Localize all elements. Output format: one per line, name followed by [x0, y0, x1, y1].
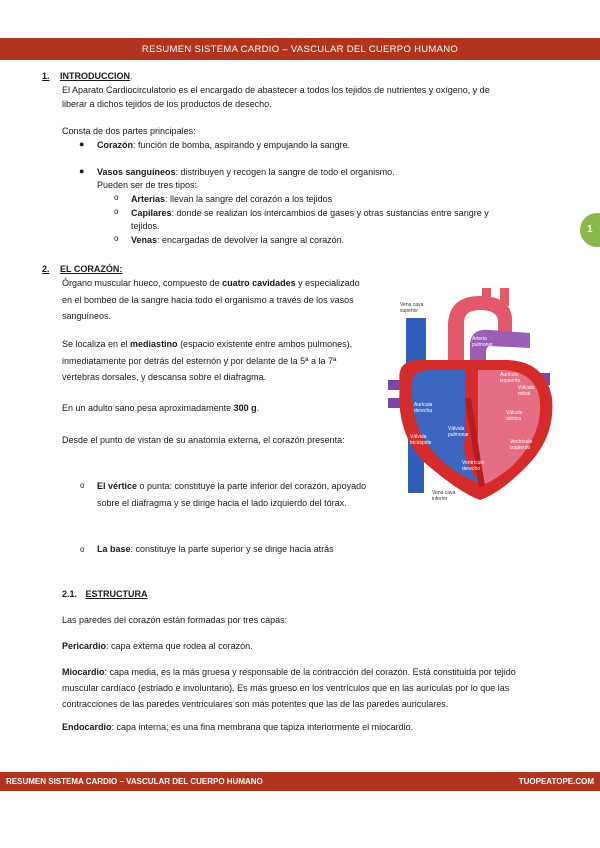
label-ventriculo-der-1: Ventrículo — [462, 460, 485, 466]
capa-pericardio — [62, 640, 253, 653]
label-arteria-pulmonar-2: pulmonar — [472, 342, 493, 348]
section-number: 2.1. — [62, 589, 78, 599]
label-auricula-izq-1: Aurícula — [500, 372, 519, 378]
header-title: RESUMEN SISTEMA CARDIO – VASCULAR DEL CUERPO HUMANO — [141, 43, 459, 55]
bullet-circle-icon: o — [114, 234, 119, 243]
label-auricula-izq-2: izquierda — [500, 378, 521, 384]
bullet-circle-icon: o — [114, 193, 119, 202]
definition: o punta: constituye la parte inferior del corazón, apoyado sobre el diafragma y se dirige hacia el lado izquierdo del tórax. — [97, 481, 367, 508]
capilares-continuation: tejidos. — [131, 221, 160, 231]
term: Arterias — [131, 194, 166, 204]
text: y especializado en el bombeo de la sangre hacia todo el organismo a través de los vasos sanguíneos. — [62, 278, 360, 321]
term: La base — [97, 544, 131, 554]
definition: : constituye la parte superior y se dirige hacia atrás — [130, 544, 334, 554]
text: (espacio existente entre ambos pulmones), inmediatamente por detrás del esternón y por delante de la 5ª a la 7ª vértebras dorsales, y descansa sobre el diafragma. — [62, 339, 353, 382]
label-auricula-der-1: Aurícula — [414, 402, 433, 408]
label-vena-cava-inf-2: inferior — [432, 496, 448, 502]
term: Pericardio — [62, 641, 107, 651]
label-valvula-mitral-2: mitral — [518, 391, 531, 397]
label-ventriculo-der-2: derecho — [462, 466, 481, 472]
page-header — [0, 38, 600, 60]
bullet-circle-icon: o — [80, 545, 85, 554]
label-arteria-pulmonar-1: Arteria — [472, 336, 487, 342]
definition: : llevan la sangre del corazón a los tejidos — [165, 194, 333, 204]
label-auricula-der-2: derecha — [414, 408, 433, 414]
definition: : capa interna; es una fina membrana que tapiza interiormente el miocardio. — [111, 722, 414, 732]
term: Corazón — [97, 140, 133, 150]
emphasis: 300 g — [233, 403, 257, 413]
term: Miocardio — [62, 667, 105, 677]
page-number: 1 — [587, 224, 593, 235]
bullet-circle-icon: o — [80, 481, 85, 490]
corazon-paragraph-3 — [62, 400, 372, 417]
bullet-dot-icon: ● — [79, 139, 85, 149]
label-valvula-tricuspide-2: tricúspide — [410, 440, 432, 446]
text: En un adulto sano pesa aproximadamente — [62, 403, 234, 413]
pueden-text: Pueden ser de tres tipos: — [97, 180, 198, 190]
capa-miocardio — [62, 664, 552, 712]
section-number: 1. — [42, 71, 50, 81]
list-item-vasos — [97, 166, 395, 179]
label-valvula-pulmonar-1: Válvula — [448, 426, 465, 432]
list-item-vertice — [97, 478, 367, 511]
estructura-intro: Las paredes del corazón están formadas por tres capas: — [62, 615, 288, 625]
capa-endocardio — [62, 721, 413, 734]
list-item-arterias — [131, 193, 332, 206]
footer-title: RESUMEN SISTEMA CARDIO – VASCULAR DEL CUERPO HUMANO — [6, 777, 263, 786]
emphasis: cuatro cavidades — [222, 278, 296, 288]
label-valvula-pulmonar-2: pulmonar — [448, 432, 469, 438]
label-aorta: Aorta — [466, 322, 478, 328]
intro-line-2: liberar a dichos tejidos de los productos de desecho. — [62, 99, 272, 109]
text: Órgano muscular hueco, compuesto de — [62, 278, 223, 288]
corazon-paragraph-2 — [62, 336, 372, 386]
definition: : distribuyen y recogen la sangre de todo el organismo. — [175, 167, 395, 177]
corazon-paragraph-1 — [62, 275, 372, 325]
text: . — [256, 403, 260, 413]
page-footer — [0, 772, 600, 791]
term: Capilares — [131, 208, 172, 218]
heart-diagram — [370, 288, 592, 506]
page-number-tab — [580, 213, 600, 247]
title-punct: . — [130, 71, 133, 81]
term: Vasos sanguíneos — [97, 167, 176, 177]
definition: : encargadas de devolver la sangre al corazón. — [157, 235, 345, 245]
definition: : función de bomba, aspirando y empujando la sangre. — [133, 140, 351, 150]
aorta-branch-shape — [500, 288, 509, 306]
list-item-capilares — [131, 207, 489, 220]
section-title: EL CORAZÓN: — [60, 264, 123, 274]
label-valvula-aortica-1: Válvula — [506, 410, 523, 416]
label-vena-cava-sup-1: Vena cava — [400, 302, 424, 308]
list-item-base — [97, 543, 334, 556]
emphasis: mediastino — [130, 339, 178, 349]
term: El vértice — [97, 481, 138, 491]
definition: : capa media, es la más gruesa y responsable de la contracción del corazón. Está constituida por tejido muscular cardíaco (estriado e involuntario). Es más grueso en los ventrículos que en las aurículas por lo que las contracciones de las paredes ventriculares son más potentes que las de las paredes auriculares. — [62, 667, 516, 709]
aorta-branch-shape — [482, 288, 491, 302]
footer-site: TUOPEATOPE.COM — [518, 777, 594, 786]
bullet-circle-icon: o — [114, 207, 119, 216]
list-item-corazon — [97, 139, 350, 152]
label-vena-cava-inf-1: Vena cava — [432, 490, 456, 496]
label-ventriculo-izq-1: Ventrículo — [510, 439, 533, 445]
section-title: ESTRUCTURA — [85, 589, 148, 599]
text: Se localiza en el — [62, 339, 131, 349]
list-item-venas — [131, 234, 344, 247]
definition: : donde se realizan los intercambios de gases y otras sustancias entre sangre y — [171, 208, 489, 218]
corazon-paragraph-4: Desde el punto de vistan de su anatomía externa, el corazón presenta: — [62, 435, 345, 445]
label-valvula-aortica-2: aórtica — [506, 416, 522, 422]
label-valvula-tricuspide-1: Válvula — [410, 434, 427, 440]
label-ventriculo-izq-2: izquierdo — [510, 445, 531, 451]
bullet-dot-icon: ● — [79, 166, 85, 176]
intro-line-1: El Aparato Cardiocirculatorio es el encargado de abastecer a todos los tejidos de nutrientes y oxígeno, y de — [62, 85, 490, 95]
consta-text: Consta de dos partes principales: — [62, 126, 196, 136]
label-valvula-mitral-1: Válvula — [518, 385, 535, 391]
section-2-1-heading — [62, 588, 148, 601]
section-1-heading — [42, 70, 133, 83]
section-title: INTRODUCCION — [60, 71, 131, 81]
section-number: 2. — [42, 264, 50, 274]
term: Endocardio — [62, 722, 112, 732]
definition: : capa externa que rodea al corazón. — [106, 641, 253, 651]
label-vena-cava-sup-2: superior — [400, 308, 419, 314]
term: Venas — [131, 235, 158, 245]
